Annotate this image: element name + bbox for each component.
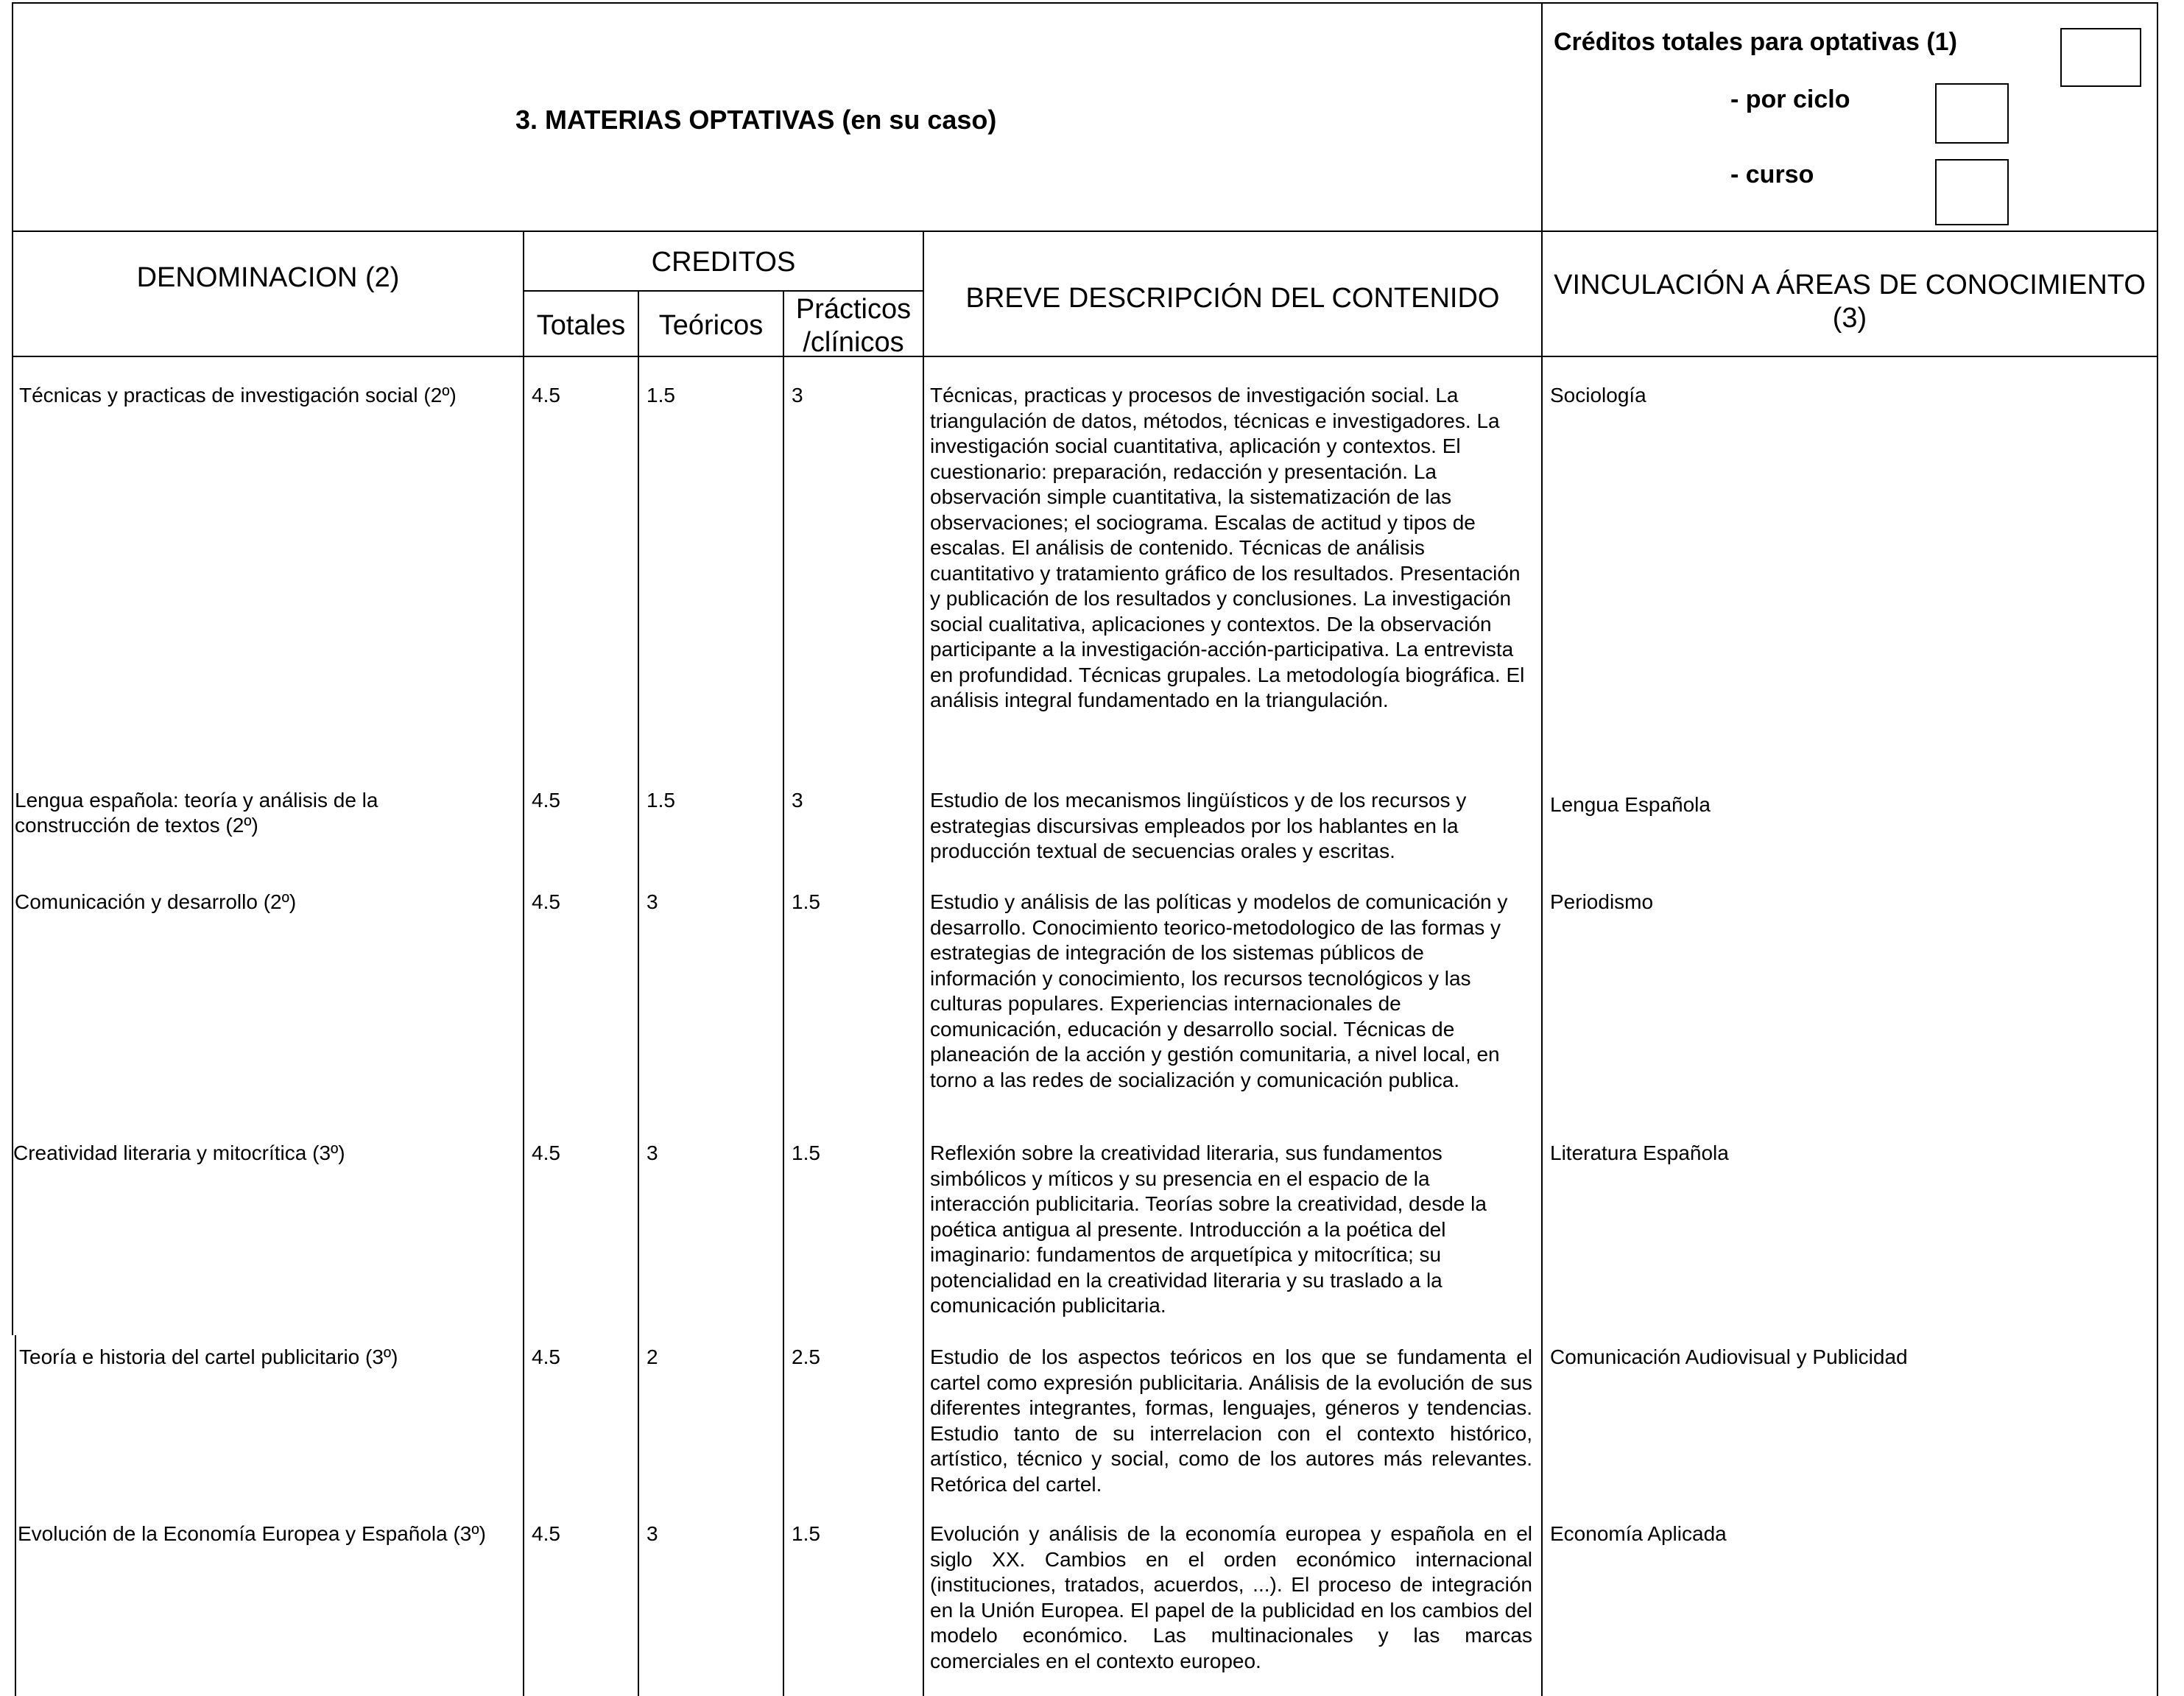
col-descripcion: BREVE DESCRIPCIÓN DEL CONTENIDO xyxy=(965,283,1500,314)
row-descripcion: Reflexión sobre la creatividad literaria, sus fundamentos simbólicos y míticos y su presencia en el espacio de la interacción publicitaria. Teorías sobre la creatividad, desde la poética antigua al presente. Introducción a la poética del imaginario: fundamentos de arquetípica y mitocrítica; su potencialidad en la creatividad literaria y su traslado a la comunicación publicitaria. xyxy=(930,1141,1487,1317)
row-totales: 4.5 xyxy=(532,890,560,913)
row-teoricos: 1.5 xyxy=(647,384,675,407)
row-descripcion: Estudio y análisis de las políticas y modelos de comunicación y desarrollo. Conocimiento teorico-metodologico de las formas y estrategias de integración de los sistemas públicos de información y conocimiento, los recursos tecnológicos y las culturas populares. Experiencias internacionales de comunicación, educación y desarrollo social. Técnicas de planeación de la acción y gestión comunitaria, a nivel local, en torno a las redes de socialización y comunicación publica. xyxy=(930,890,1508,1091)
row-descripcion: Estudio de los aspectos teóricos en los que se fundamenta el cartel como expresión publicitaria. Análisis de la evolución de sus diferentes integrantes, formas, lenguajes, géneros y tendencias. Estudio tanto de su interrelacion con el contexto histórico, artístico, técnico y social, como de los autores más relevantes. Retórica del cartel. xyxy=(930,1345,1532,1496)
row-teoricos: 1.5 xyxy=(647,789,675,812)
row-practicos: 1.5 xyxy=(792,1141,820,1164)
row-totales: 4.5 xyxy=(532,1522,560,1545)
col-teoricos: Teóricos xyxy=(658,310,764,341)
row-teoricos: 2 xyxy=(647,1345,658,1368)
row-practicos: 3 xyxy=(792,384,803,407)
row-practicos: 2.5 xyxy=(792,1345,820,1368)
col-creditos: CREDITOS xyxy=(651,247,796,278)
row-totales: 4.5 xyxy=(532,1345,560,1368)
row-vinculacion: Comunicación Audiovisual y Publicidad xyxy=(1550,1345,1908,1368)
row-descripcion: Estudio de los mecanismos lingüísticos y de los recursos y estrategias discursivas empleados por los hablantes en la producción textual de secuencias orales y escritas. xyxy=(930,789,1467,862)
row-vinculacion: Lengua Española xyxy=(1550,793,1711,816)
row-teoricos: 3 xyxy=(647,1522,658,1545)
row-denominacion: Teoría e historia del cartel publicitario (3º) xyxy=(19,1345,398,1368)
row-denominacion: Comunicación y desarrollo (2º) xyxy=(15,890,297,913)
curso-label: - curso xyxy=(1730,161,1814,189)
row-teoricos: 3 xyxy=(647,890,658,913)
row-teoricos: 3 xyxy=(647,1141,658,1164)
row-totales: 4.5 xyxy=(532,384,560,407)
row-vinculacion: Periodismo xyxy=(1550,890,1654,913)
col-vinculacion: VINCULACIÓN A ÁREAS DE CONOCIMIENTO (3) xyxy=(1554,270,2146,334)
row-practicos: 1.5 xyxy=(792,890,820,913)
row-practicos: 3 xyxy=(792,789,803,812)
col-practicos: Prácticos /clínicos xyxy=(795,294,912,358)
row-denominacion: Evolución de la Economía Europea y Española (3º) xyxy=(18,1522,486,1545)
row-descripcion: Técnicas, practicas y procesos de investigación social. La triangulación de datos, métodos, técnicas e investigadores. La investigación social cuantitativa, aplicación y contextos. El cuestionario: preparación, redacción y presentación. La observación simple cuantitativa, la sistematización de las observaciones; el sociograma. Escalas de actitud y tipos de escalas. El análisis de contenido. Técnicas de análisis cuantitativo y tratamiento gráfico de los resultados. Presentación y publicación de los resultados y conclusiones. La investigación social cualitativa, aplicaciones y contextos. De la observación participante a la investigación-acción-participativa. La entrevista en profundidad. Técnicas grupales. La metodología biográfica. El análisis integral fundamentado en la triangulación. xyxy=(930,384,1525,711)
creditos-totales-box[interactable] xyxy=(2060,28,2141,87)
row-descripcion: Evolución y análisis de la economía europea y española en el siglo XX. Cambios en el orden económico internacional (instituciones, tratados, acuerdos, ...). El proceso de integración en la Unión Europea. El papel de la publicidad en los cambios del modelo económico. Las multinacionales y las marcas comerciales en el contexto europeo. xyxy=(930,1522,1532,1672)
row-denominacion: Lengua española: teoría y análisis de la construcción de textos (2º) xyxy=(15,789,378,837)
col-totales: Totales xyxy=(536,310,626,341)
row-totales: 4.5 xyxy=(532,1141,560,1164)
row-vinculacion: Economía Aplicada xyxy=(1550,1522,1727,1545)
row-totales: 4.5 xyxy=(532,789,560,812)
row-vinculacion: Sociología xyxy=(1550,384,1646,407)
section-title: 3. MATERIAS OPTATIVAS (en su caso) xyxy=(515,105,997,135)
col-denominacion: DENOMINACION (2) xyxy=(136,262,400,293)
row-denominacion: Técnicas y practicas de investigación social (2º) xyxy=(19,384,457,407)
por-ciclo-box[interactable] xyxy=(1935,83,2009,144)
row-denominacion: Creatividad literaria y mitocrítica (3º) xyxy=(13,1141,345,1164)
row-practicos: 1.5 xyxy=(792,1522,820,1545)
por-ciclo-label: - por ciclo xyxy=(1730,85,1850,113)
curso-box[interactable] xyxy=(1935,159,2009,225)
creditos-totales-label: Créditos totales para optativas (1) xyxy=(1554,28,1957,56)
row-vinculacion: Literatura Española xyxy=(1550,1141,1729,1164)
